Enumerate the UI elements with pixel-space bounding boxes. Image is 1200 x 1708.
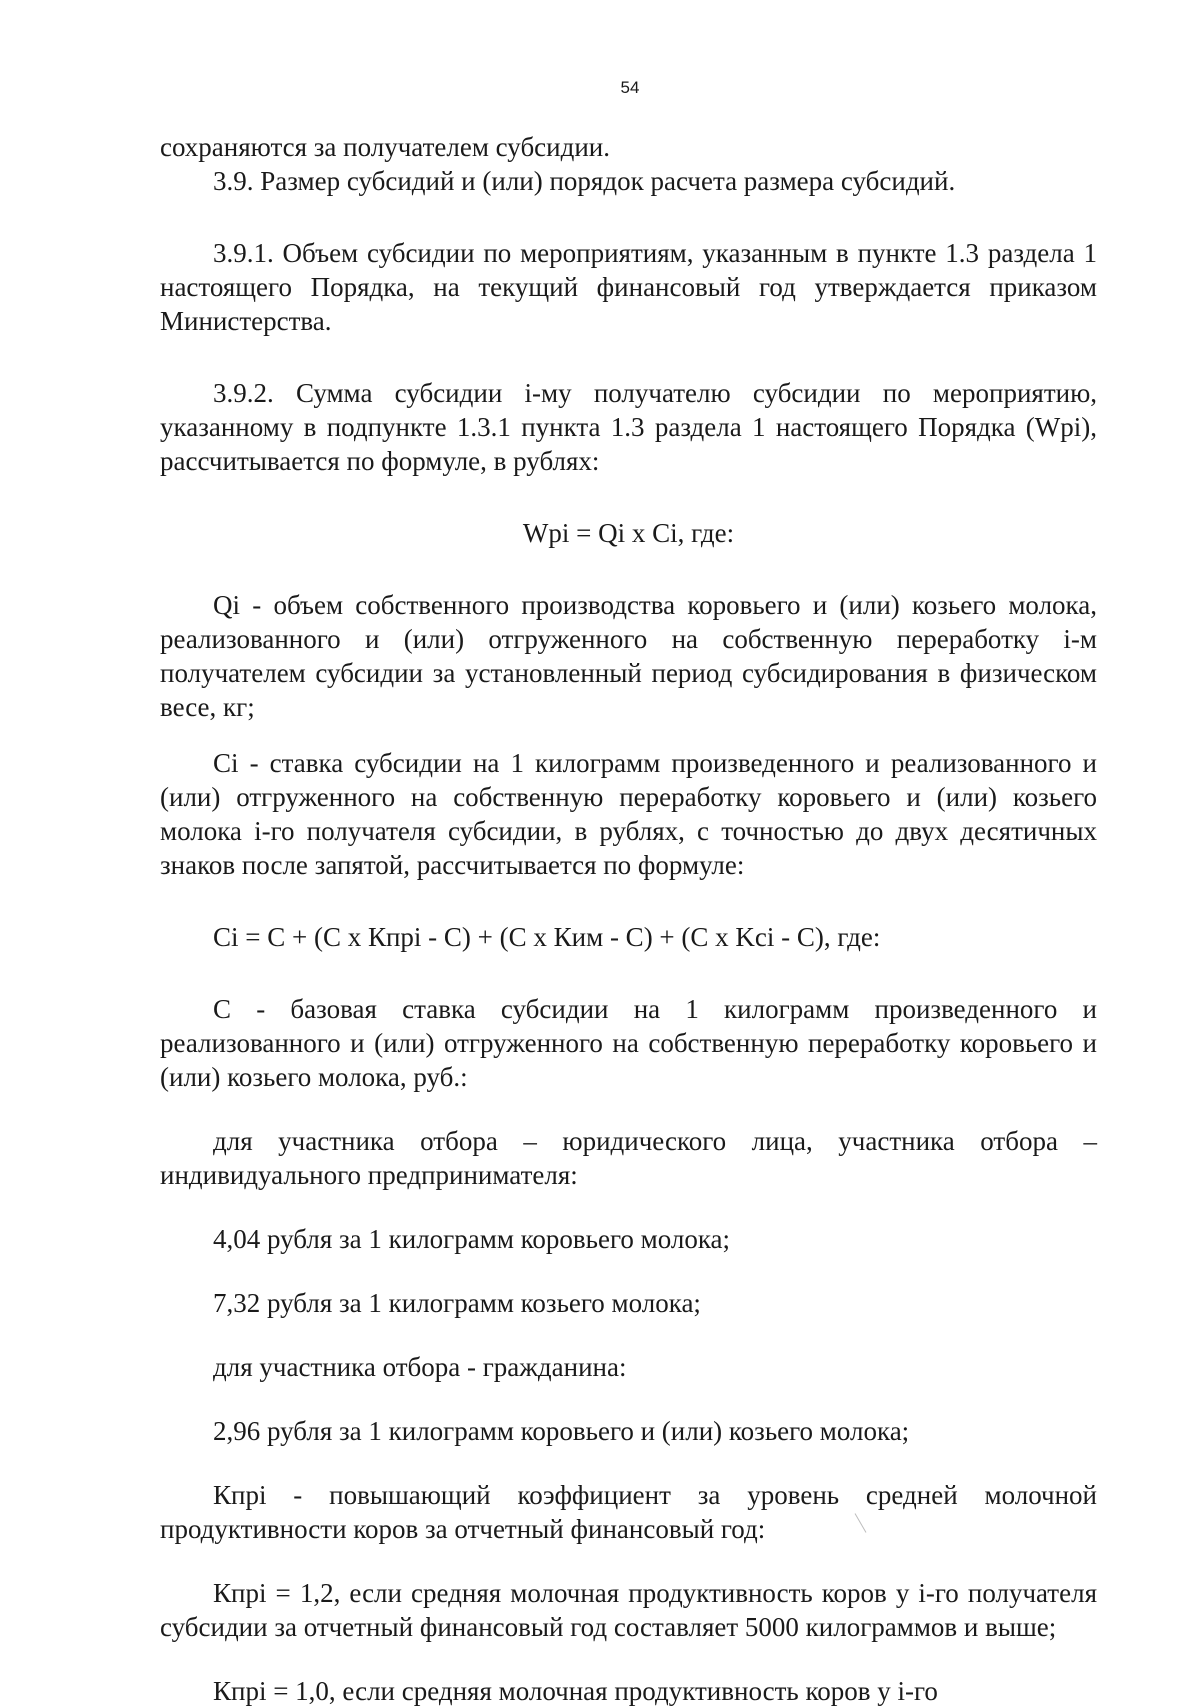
paragraph-3-9-1: 3.9.1. Объем субсидии по мероприятиям, указанным в пункте 1.3 раздела 1 настоящего Порядка, на текущий финансовый год утверждается приказом Министерства. (160, 238, 1097, 336)
definition-qi: Qi - объем собственного производства коровьего и (или) козьего молока, реализованного и (или) отгруженного на собственную переработку i-м получателем субсидии за установленный период субсидирования в физическом весе, кг; (160, 590, 1097, 722)
definition-ci: Ci - ставка субсидии на 1 килограмм произведенного и реализованного и (или) отгруженного на собственную переработку коровьего и (или) козьего молока i-го получателя субсидии, в рублях, с точностью до двух десятичных знаков после запятой, рассчитывается по формуле: (160, 748, 1097, 880)
paragraph-3-9: 3.9. Размер субсидий и (или) порядок расчета размера субсидий. (213, 166, 956, 196)
rate-goat-milk: 7,32 рубля за 1 килограмм козьего молока; (213, 1288, 701, 1318)
kpri-1-2: Кпрi = 1,2, если средняя молочная продуктивность коров у i-го получателя субсидии за отчетный финансовый год составляет 5000 килограммов и выше; (160, 1578, 1097, 1642)
paragraph-continuation: сохраняются за получателем субсидии. (160, 132, 610, 162)
kpri-1-0: Кпрi = 1,0, если средняя молочная продуктивность коров у i-го (213, 1676, 938, 1706)
rate-citizen-heading: для участника отбора - гражданина: (213, 1352, 627, 1382)
page-number: 54 (620, 78, 640, 97)
definition-kpri: Кпрi - повышающий коэффициент за уровень средней молочной продуктивности коров за отчетный финансовый год: (160, 1480, 1097, 1544)
formula-ci: Ci = C + (C x Кпрi - C) + (C x Ким - C) + (C x Kci - C), где: (213, 922, 881, 952)
rate-citizen-milk: 2,96 рубля за 1 килограмм коровьего и (или) козьего молока; (213, 1416, 910, 1446)
formula-wpi: Wpi = Qi x Ci, где: (522, 518, 735, 548)
rate-legal-entity: для участника отбора – юридического лица, участника отбора – индивидуального предпринимателя: (160, 1126, 1097, 1190)
definition-c: C - базовая ставка субсидии на 1 килограмм произведенного и реализованного и (или) отгруженного на собственную переработку коровьего и (или) козьего молока, руб.: (160, 994, 1097, 1092)
paragraph-3-9-2: 3.9.2. Сумма субсидии i-му получателю субсидии по мероприятию, указанному в подпункте 1.3.1 пункта 1.3 раздела 1 настоящего Порядка (Wpi), рассчитывается по формуле, в рублях: (160, 378, 1097, 476)
document-body (160, 130, 1097, 1708)
rate-cow-milk: 4,04 рубля за 1 килограмм коровьего молока; (213, 1224, 731, 1254)
